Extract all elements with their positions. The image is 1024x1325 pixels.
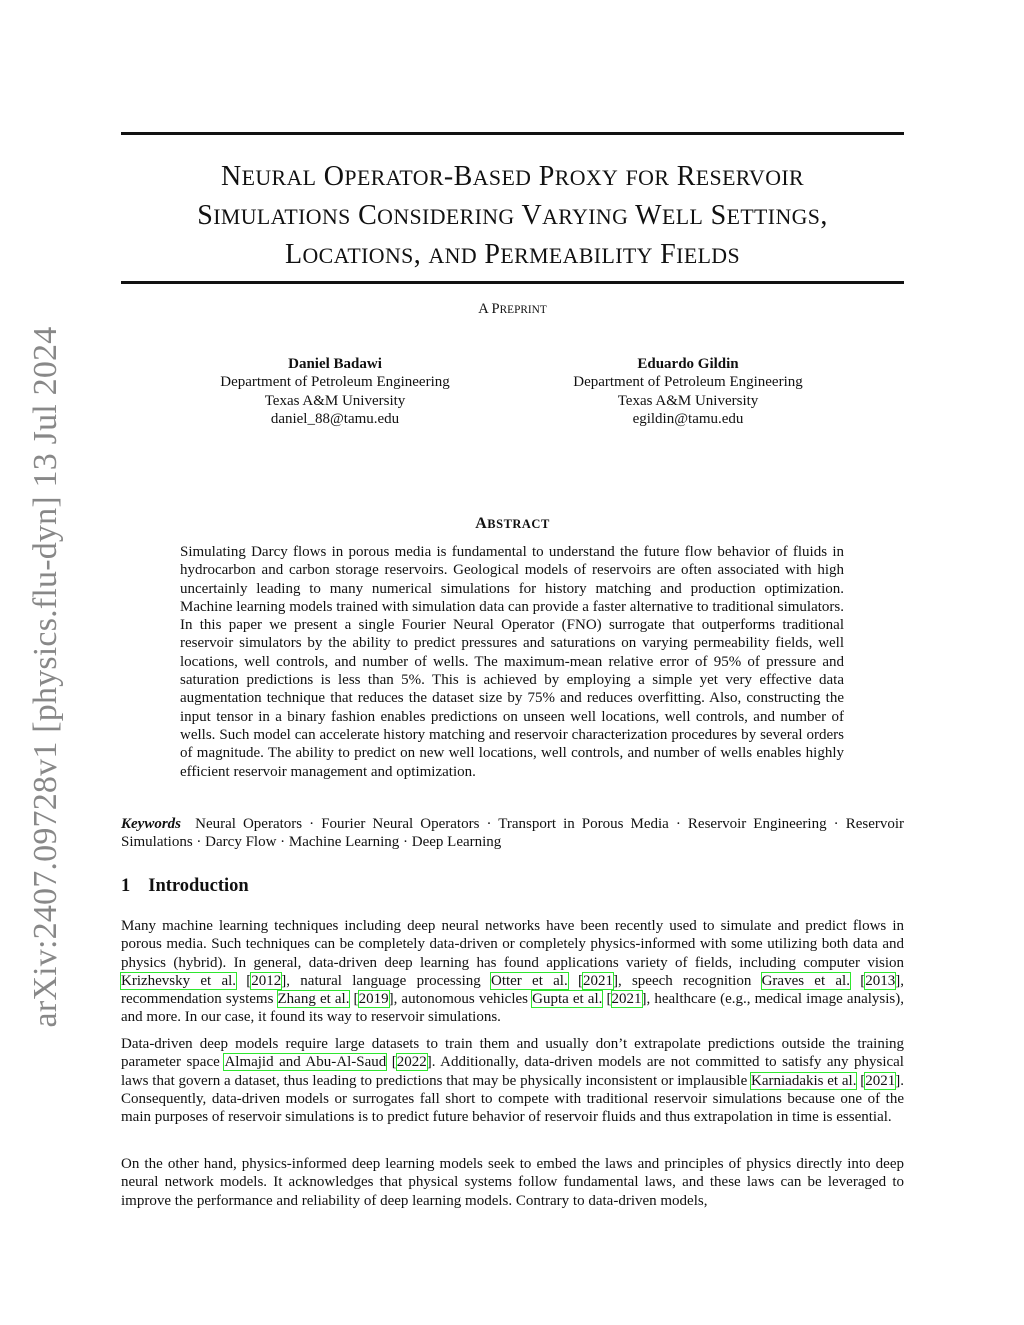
citation-link[interactable]: Karniadakis et al. — [751, 1072, 857, 1089]
intro-paragraph-1: Many machine learning techniques including deep neural networks have been recently used to simulate and predict flows in porous media. Such techniques can be completely data-driven or completely physics-informed with some utilizing both data and physics (hybrid). In general, data-driven deep learning has found applications variety of fields, including computer vision Krizhevsky et al. [2012], natural language processing Otter et al. [2021], speech recognition Graves et al. [2013], recommendation systems Zhang et al. [2019], autonomous vehicles Gupta et al. [2021], healthcare (e.g., medical image analysis), and more. In our case, it found its way to reservoir simulations. — [121, 918, 904, 1026]
abstract-heading: ABSTRACT — [475, 515, 550, 532]
title-top-rule — [121, 132, 904, 135]
citation-year-link[interactable]: 2022 — [396, 1054, 427, 1071]
author-block-2 — [508, 355, 868, 428]
author-department: Department of Petroleum Engineering — [220, 374, 450, 391]
citation-link[interactable]: Gupta et al. — [532, 991, 603, 1008]
abstract-text: Simulating Darcy flows in porous media is fundamental to understand the future flow behavior of fluids in hydrocarbon and carbon storage reservoirs. Geological models of reservoirs are often associated with high uncertainly leading to many numerical simulations for history matching and production optimization. Machine learning models trained with simulation data can provide a faster alternative to traditional simulators. In this paper we present a single Fourier Neural Operator (FNO) surrogate that outperforms traditional reservoir simulators by the ability to predict pressures and saturations on varying permeability fields, well locations, well controls, and number of wells. The maximum-mean relative error of 95% of pressure and saturation predictions is less than 5%. This is achieved by employing a simple yet very effective data augmentation technique that reduces the dataset size by 75% and reduces overfitting. Also, constructing the input tensor in a binary fashion enables predictions on unseen well locations, well controls, and number of wells. Such model can accelerate history matching and reservoir characterization procedures by several orders of magnitude. The ability to predict on new well locations, well controls, and number of wells enables highly efficient reservoir management and optimization. — [180, 544, 844, 780]
citation-year-link[interactable]: 2021 — [611, 991, 642, 1008]
title-line-3: LOCATIONS, AND PERMEABILITY FIELDS — [284, 239, 741, 270]
intro-paragraph-2: Data-driven deep models require large datasets to train them and usually don’t extrapolate predictions outside the training parameter space Almajid and Abu-Al-Saud [2022]. Additionally, data-driven models are not committed to satisfy any physical laws that govern a dataset, thus leading to predictions that may be physically inconsistent or implausible Karniadakis et al. [2021]. Consequently, data-driven models or surrogates fall short to compete with traditional reservoir simulations because one of the main purposes of reservoir simulations is to predict future behavior of reservoir fluids and thus extrapolation in time is essential. — [121, 1036, 904, 1126]
author-name: Eduardo Gildin — [637, 356, 739, 372]
citation-link[interactable]: Graves et al. — [761, 972, 850, 989]
author-block-1 — [155, 355, 515, 428]
section-title: Introduction — [148, 876, 249, 896]
citation-link[interactable]: Almajid and Abu-Al-Saud — [224, 1054, 387, 1071]
intro-paragraph-3: On the other hand, physics-informed deep learning models seek to embed the laws and principles of physics directly into deep neural network models. It acknowledges that physical systems follow fundamental laws, and these laws can be leveraged to improve the performance and reliability of deep learning models. Contrary to data-driven models, — [121, 1156, 904, 1209]
author-university: Texas A&M University — [264, 392, 406, 409]
citation-link[interactable]: Zhang et al. — [277, 991, 350, 1008]
keywords — [121, 815, 904, 852]
author-name: Daniel Badawi — [288, 356, 382, 372]
title-bottom-rule — [121, 281, 904, 284]
paper-title — [121, 158, 904, 275]
keywords-label: Keywords — [121, 816, 181, 832]
citation-year-link[interactable]: 2012 — [251, 972, 282, 989]
citation-year-link[interactable]: 2013 — [865, 972, 896, 989]
author-university: Texas A&M University — [617, 392, 759, 409]
arxiv-identifier[interactable]: arXiv:2407.09728v1 [physics.flu-dyn] 13 Jul 2024 — [27, 326, 64, 1028]
title-line-1: NEURAL OPERATOR-BASED PROXY FOR RESERVOIR — [220, 161, 804, 192]
citation-link[interactable]: Otter et al. — [490, 972, 568, 989]
citation-year-link[interactable]: 2021 — [865, 1072, 896, 1089]
title-line-2: SIMULATIONS CONSIDERING VARYING WELL SETTINGS, — [197, 200, 828, 231]
preprint-label: A PREPRINT — [478, 301, 547, 317]
section-number: 1 — [121, 876, 131, 896]
author-department: Department of Petroleum Engineering — [573, 374, 803, 391]
citation-link[interactable]: Krizhevsky et al. — [121, 972, 237, 989]
citation-year-link[interactable]: 2021 — [582, 972, 613, 989]
section-heading-introduction — [121, 876, 249, 897]
keywords-list: Neural Operators · Fourier Neural Operators · Transport in Porous Media · Reservoir Engineering · Reservoir Simulations · Darcy Flow · Machine Learning · Deep Learning — [121, 816, 905, 851]
author-email[interactable]: egildin@tamu.edu — [632, 410, 744, 427]
citation-year-link[interactable]: 2019 — [358, 991, 389, 1008]
author-email[interactable]: daniel_88@tamu.edu — [270, 410, 400, 427]
